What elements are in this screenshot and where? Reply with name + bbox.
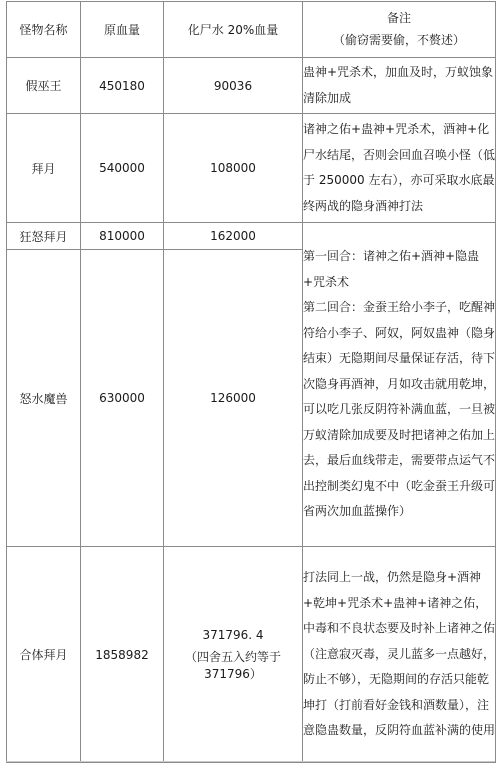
header-notes	[303, 2, 496, 58]
monster-name: 合体拜月	[7, 547, 81, 763]
hp-20-percent: 126000	[164, 250, 303, 547]
header-original-hp: 原血量	[81, 2, 164, 58]
boss-strategy-table	[6, 1, 496, 763]
table-row	[7, 547, 496, 763]
hp-20-percent	[164, 547, 303, 763]
original-hp: 810000	[81, 223, 164, 250]
table-row	[7, 223, 496, 250]
strategy-note: 蛊神+咒杀术，加血及时，万蚁蚀象清除加成	[303, 58, 496, 114]
header-monster-name: 怪物名称	[7, 2, 81, 58]
header-hp-20-percent: 化尸水 20%血量	[164, 2, 303, 58]
table-row	[7, 58, 496, 114]
table-header-row	[7, 2, 496, 58]
original-hp: 630000	[81, 250, 164, 547]
strategy-note-merged	[303, 223, 496, 547]
round-two-note: 第二回合：金蚕王给小李子，吃醒神符给小李子、阿奴，阿奴蛊神（隐身结束）无隐期间尽量保证存活，待下次隐身再酒神，月如攻击就用乾坤，可以吃几张反阴符补满血蓝，一旦被万蚁清除加成要及时把诸神之佑加上去，最后血线带走，需要带点运气不出控制类幻鬼不中（吃金蚕王升级可省两次加血蓝操作）	[303, 300, 496, 519]
hp-20-percent: 108000	[164, 114, 303, 223]
original-hp: 450180	[81, 58, 164, 114]
page-bottom-rule	[6, 761, 495, 762]
header-notes-title: 备注	[386, 11, 411, 25]
strategy-note: 打法同上一战，仍然是隐身+酒神+乾坤+咒杀术+蛊神+诸神之佑，中毒和不良状态要及时补上诸神之佑（注意寂灭毒，灵儿蓝多一点越好，防止不够），无隐期间的存活只能乾坤打（打前看好金钱和酒数量），注意隐蛊数量，反阴符血蓝补满的使用	[303, 547, 496, 763]
strategy-note: 诸神之佑+蛊神+咒杀术，酒神+化尸水结尾，否则会回血召唤小怪（低于 250000 左右），亦可采取水底最终两战的隐身酒神打法	[303, 114, 496, 223]
hp-20-percent-value: 371796. 4	[202, 627, 264, 642]
monster-name: 拜月	[7, 114, 81, 223]
header-notes-subtitle: （偷窃需要偷，不赘述）	[332, 33, 465, 47]
original-hp: 540000	[81, 114, 164, 223]
original-hp: 1858982	[81, 547, 164, 763]
hp-20-percent: 162000	[164, 223, 303, 250]
hp-20-percent-rounded: （四舍五入约等于 371796）	[184, 649, 281, 681]
table-row	[7, 114, 496, 223]
hp-20-percent: 90036	[164, 58, 303, 114]
monster-name: 狂怒拜月	[7, 223, 81, 250]
monster-name: 怒水魔兽	[7, 250, 81, 547]
monster-name: 假巫王	[7, 58, 81, 114]
round-one-note: 第一回合：诸神之佑+酒神+隐蛊+咒杀术	[303, 249, 480, 289]
